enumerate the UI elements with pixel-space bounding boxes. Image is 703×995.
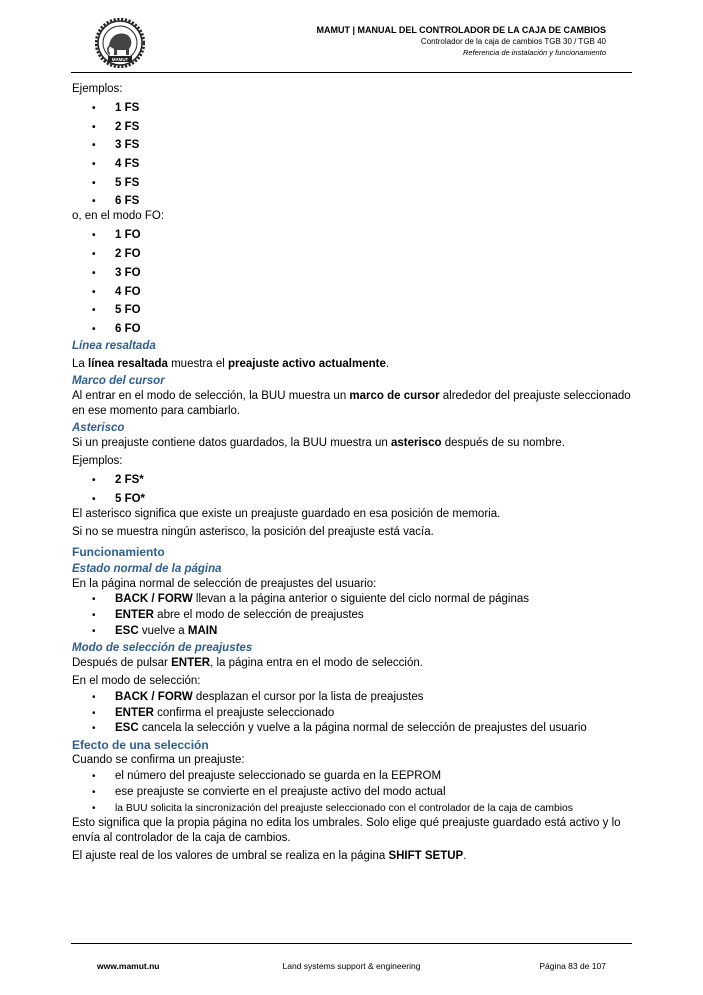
estado-intro: En la página normal de selección de preajustes del usuario: <box>72 577 377 590</box>
list-item: • 4 FS <box>72 157 632 172</box>
page-footer <box>71 943 632 974</box>
list-item: • 1 FS <box>72 101 632 116</box>
modo-heading: Modo de selección de preajustes <box>72 641 253 654</box>
footer-page-number: Página 83 de 107 <box>539 961 606 971</box>
asterisco-paragraph: Si un preajuste contiene datos guardados, la BUU muestra un asterisco después de su nombre. <box>72 436 565 449</box>
efecto-paragraph-2: El ajuste real de los valores de umbral se realiza en la página SHIFT SETUP. <box>72 849 467 862</box>
list-item: • ENTER abre el modo de selección de preajustes <box>72 608 632 623</box>
linea-paragraph: La línea resaltada muestra el preajuste activo actualmente. <box>72 357 390 370</box>
list-item: • 6 FS <box>72 194 632 209</box>
asterisco-note-2: Si no se muestra ningún asterisco, la posición del preajuste está vacía. <box>72 525 434 538</box>
asterisco-ejemplos: Ejemplos: <box>72 454 123 467</box>
asterisco-list <box>72 473 632 507</box>
efecto-intro: Cuando se confirma un preajuste: <box>72 754 245 767</box>
list-item: • ESC cancela la selección y vuelve a la página normal de selección de preajustes del usuario <box>72 721 632 736</box>
list-item: • la BUU solicita la sincronización del preajuste seleccionado con el controlador de la caja de cambios <box>72 801 632 816</box>
list-item: • 3 FO <box>72 266 632 281</box>
list-item: • 5 FO* <box>72 492 632 507</box>
marco-heading: Marco del cursor <box>72 374 165 387</box>
modo-intro: Después de pulsar ENTER, la página entra en el modo de selección. <box>72 656 423 669</box>
page-header <box>71 14 632 73</box>
document-subtitle-2: Referencia de instalación y funcionamiento <box>462 48 606 57</box>
list-item: • BACK / FORW desplazan el cursor por la lista de preajustes <box>72 690 632 705</box>
list-item: • 4 FO <box>72 285 632 300</box>
list-item: • 5 FS <box>72 176 632 191</box>
document-title: MAMUT | MANUAL DEL CONTROLADOR DE LA CAJA DE CAMBIOS <box>316 25 606 35</box>
list-item: • 2 FS* <box>72 473 632 488</box>
list-item: • 1 FO <box>72 228 632 243</box>
list-item: • 6 FO <box>72 322 632 337</box>
list-item: • 2 FS <box>72 120 632 135</box>
svg-text:MAMUT: MAMUT <box>111 57 129 62</box>
list-item: • BACK / FORW llevan a la página anterior o siguiente del ciclo normal de páginas <box>72 592 632 607</box>
footer-tagline: Land systems support & engineering <box>282 961 421 971</box>
mamut-logo <box>95 18 145 68</box>
list-item: • 3 FS <box>72 138 632 153</box>
marco-paragraph: Al entrar en el modo de selección, la BUU muestra un marco de cursor alrededor del preajuste seleccionado en ese momento para cambiarlo. <box>72 389 631 417</box>
list-item: • ENTER confirma el preajuste seleccionado <box>72 706 632 721</box>
asterisco-note-1: El asterisco significa que existe un preajuste guardado en esa posición de memoria. <box>72 507 501 520</box>
fo-intro: o, en el modo FO: <box>72 210 165 223</box>
footer-website: www.mamut.nu <box>97 961 160 971</box>
ejemplos-label: Ejemplos: <box>72 83 123 95</box>
modo-list <box>72 690 632 737</box>
list-item: • el número del preajuste seleccionado se guarda en la EEPROM <box>72 769 632 784</box>
list-item: • ese preajuste se convierte en el preajuste activo del modo actual <box>72 785 632 800</box>
list-item: • 2 FO <box>72 247 632 262</box>
estado-heading: Estado normal de la página <box>72 562 222 575</box>
estado-list <box>72 592 632 639</box>
fs-list <box>72 101 632 209</box>
efecto-list <box>72 769 632 816</box>
efecto-paragraph-1: Esto significa que la propia página no edita los umbrales. Solo elige qué preajuste guardado está activo y lo envía al controlador de la caja de cambios. <box>72 816 621 844</box>
list-item: • ESC vuelve a MAIN <box>72 624 632 639</box>
asterisco-heading: Asterisco <box>72 421 125 434</box>
funcionamiento-heading: Funcionamiento <box>72 544 165 559</box>
document-subtitle: Controlador de la caja de cambios TGB 30 / TGB 40 <box>420 37 606 46</box>
modo-intro-2: En el modo de selección: <box>72 674 201 687</box>
linea-heading: Línea resaltada <box>72 339 156 352</box>
list-item: • 5 FO <box>72 303 632 318</box>
page-content <box>72 82 632 864</box>
efecto-heading: Efecto de una selección <box>72 738 209 753</box>
fo-list <box>72 228 632 336</box>
